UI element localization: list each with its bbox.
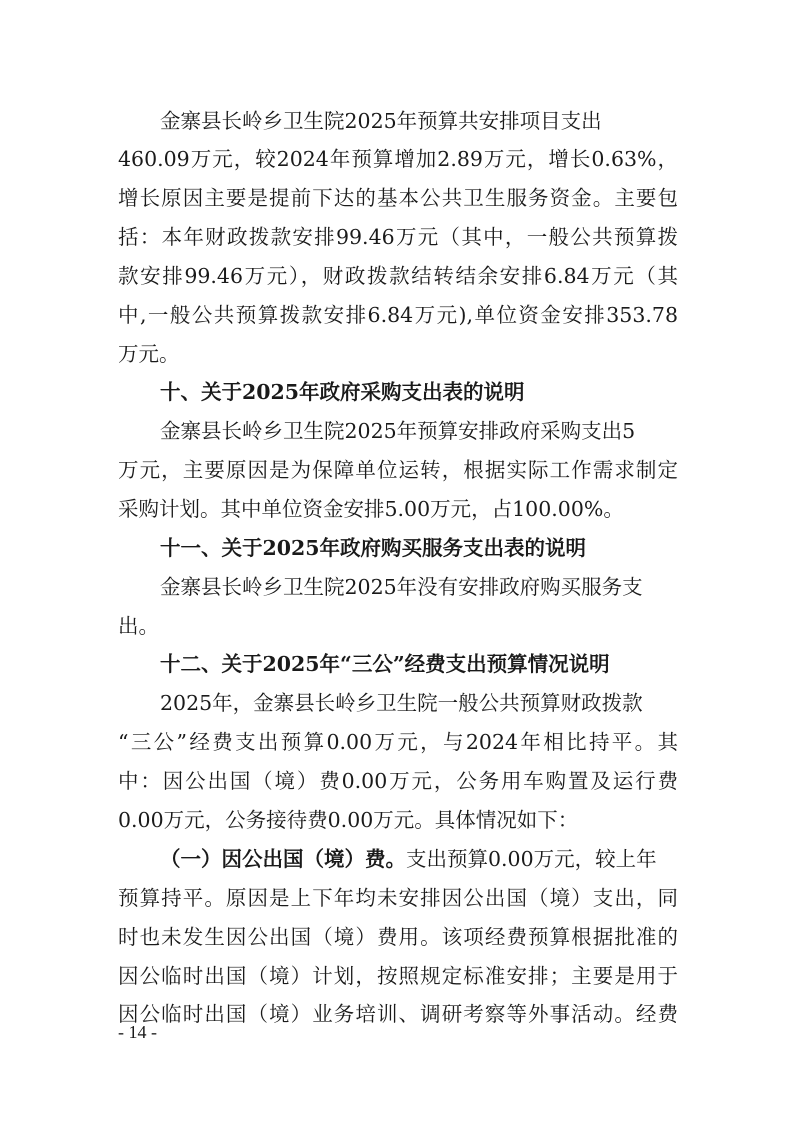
section-10-heading: 十、关于2025年政府采购支出表的说明 bbox=[160, 380, 525, 404]
section-10-line-2: 万元，主要原因是为保障单位运转，根据实际工作需求制定 bbox=[118, 458, 678, 482]
paragraph-1-line-2: 460.09万元，较2024年预算增加2.89万元，增长0.63%， bbox=[118, 147, 678, 171]
paragraph-1-line-6: 中,一般公共预算拨款安排6.84万元),单位资金安排353.78 bbox=[118, 303, 678, 327]
section-12-heading: 十二、关于2025年“三公”经费支出预算情况说明 bbox=[160, 652, 610, 676]
section-12-line-2: “三公”经费支出预算0.00万元，与2024年相比持平。其 bbox=[118, 730, 678, 754]
paragraph-1-line-3: 增长原因主要是提前下达的基本公共卫生服务资金。主要包 bbox=[118, 186, 678, 210]
subsection-1-line-4: 因公临时出国（境）计划，按照规定标准安排；主要是用于 bbox=[118, 964, 678, 988]
subsection-1-line-2: 预算持平。原因是上下年均未安排因公出国（境）支出，同 bbox=[118, 886, 678, 910]
paragraph-1-line-7: 万元。 bbox=[118, 342, 180, 366]
section-11-line-2: 出。 bbox=[118, 614, 159, 638]
section-10-line-1: 金寨县长岭乡卫生院2025年预算安排政府采购支出5 bbox=[160, 419, 636, 443]
subsection-1-line-3: 时也未发生因公出国（境）费用。该项经费预算根据批准的 bbox=[118, 925, 678, 949]
subsection-1-line-1 bbox=[160, 849, 657, 870]
paragraph-1-line-4: 括：本年财政拨款安排99.46万元（其中，一般公共预算拨 bbox=[118, 225, 678, 249]
section-12-line-1: 2025年，金寨县长岭乡卫生院一般公共预算财政拨款 bbox=[160, 691, 643, 715]
section-12-line-3: 中：因公出国（境）费0.00万元，公务用车购置及运行费 bbox=[118, 769, 678, 793]
subsection-1-line-5: 因公临时出国（境）业务培训、调研考察等外事活动。经费 bbox=[118, 1002, 678, 1026]
subsection-1-heading: （一）因公出国（境）费。 bbox=[160, 847, 406, 871]
section-12-line-4: 0.00万元，公务接待费0.00万元。具体情况如下： bbox=[118, 808, 579, 832]
paragraph-1-line-5: 款安排99.46万元），财政拨款结转结余安排6.84万元（其 bbox=[118, 264, 678, 288]
paragraph-1-line-1: 金寨县长岭乡卫生院2025年预算共安排项目支出 bbox=[160, 109, 602, 133]
section-11-heading: 十一、关于2025年政府购买服务支出表的说明 bbox=[160, 536, 587, 560]
section-11-line-1: 金寨县长岭乡卫生院2025年没有安排政府购买服务支 bbox=[160, 575, 643, 599]
subsection-1-line-1-rest: 支出预算0.00万元，较上年 bbox=[406, 847, 657, 871]
page-number: - 14 - bbox=[118, 1022, 157, 1042]
section-10-line-3: 采购计划。其中单位资金安排5.00万元，占100.00%。 bbox=[118, 497, 624, 521]
